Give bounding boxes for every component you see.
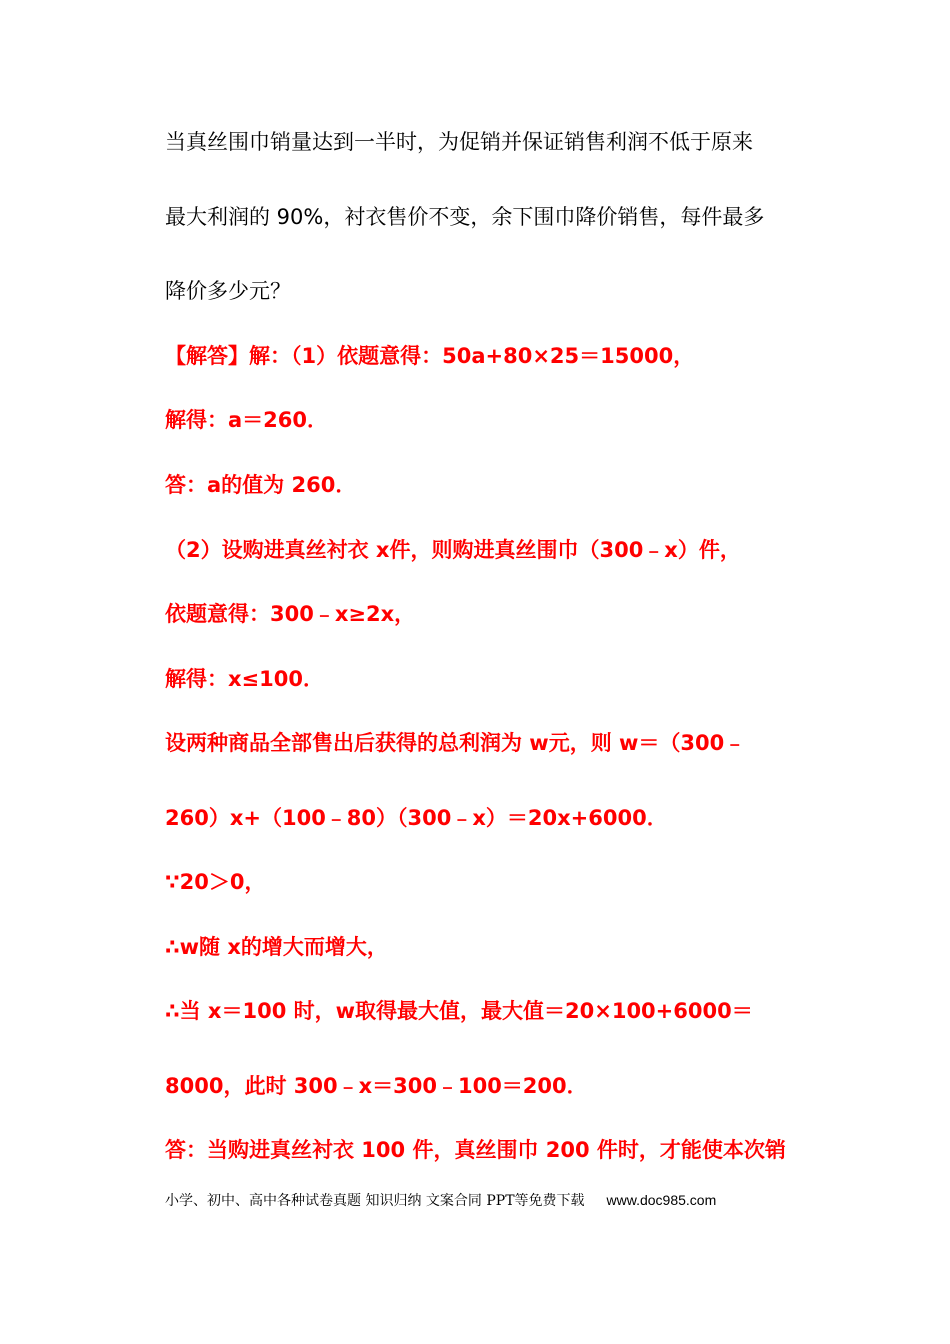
answer-line-2: 解得：a＝260． — [165, 408, 329, 432]
answer-line-4: （2）设购进真丝衬衣 x件，则购进真丝围巾（300﹣x）件， — [165, 538, 741, 562]
page-footer — [165, 1190, 716, 1210]
answer-line-12: 8000，此时 300﹣x＝300﹣100＝200． — [165, 1074, 588, 1098]
answer-line-10: ∴w随 x的增大而增大， — [165, 935, 388, 959]
answer-line-5: 依题意得：300﹣x≥2x， — [165, 602, 416, 626]
question-line-2: 最大利润的 90%，衬衣售价不变，余下围巾降价销售，每件最多 — [165, 205, 765, 229]
answer-line-9: ∵20＞0， — [165, 870, 266, 894]
answer-line-13: 答：当购进真丝衬衣 100 件，真丝围巾 200 件时，才能使本次销 — [165, 1138, 786, 1162]
answer-line-3: 答：a的值为 260． — [165, 473, 357, 497]
answer-line-6: 解得：x≤100． — [165, 667, 324, 691]
answer-line-8: 260）x+（100﹣80）（300﹣x）＝20x+6000． — [165, 806, 668, 830]
answer-line-1: 【解答】解：（1）依题意得：50a+80×25＝15000， — [165, 344, 695, 368]
question-line-1: 当真丝围巾销量达到一半时，为促销并保证销售利润不低于原来 — [165, 130, 753, 154]
answer-line-11: ∴当 x＝100 时，w取得最大值，最大值＝20×100+6000＝ — [165, 999, 753, 1023]
footer-text: 小学、初中、高中各种试卷真题 知识归纳 文案合同 PPT等免费下载 — [165, 1193, 585, 1209]
question-line-3: 降价多少元？ — [165, 279, 291, 303]
answer-line-7: 设两种商品全部售出后获得的总利润为 w元，则 w＝（300﹣ — [165, 731, 746, 755]
footer-url[interactable]: www.doc985.com — [606, 1192, 717, 1208]
